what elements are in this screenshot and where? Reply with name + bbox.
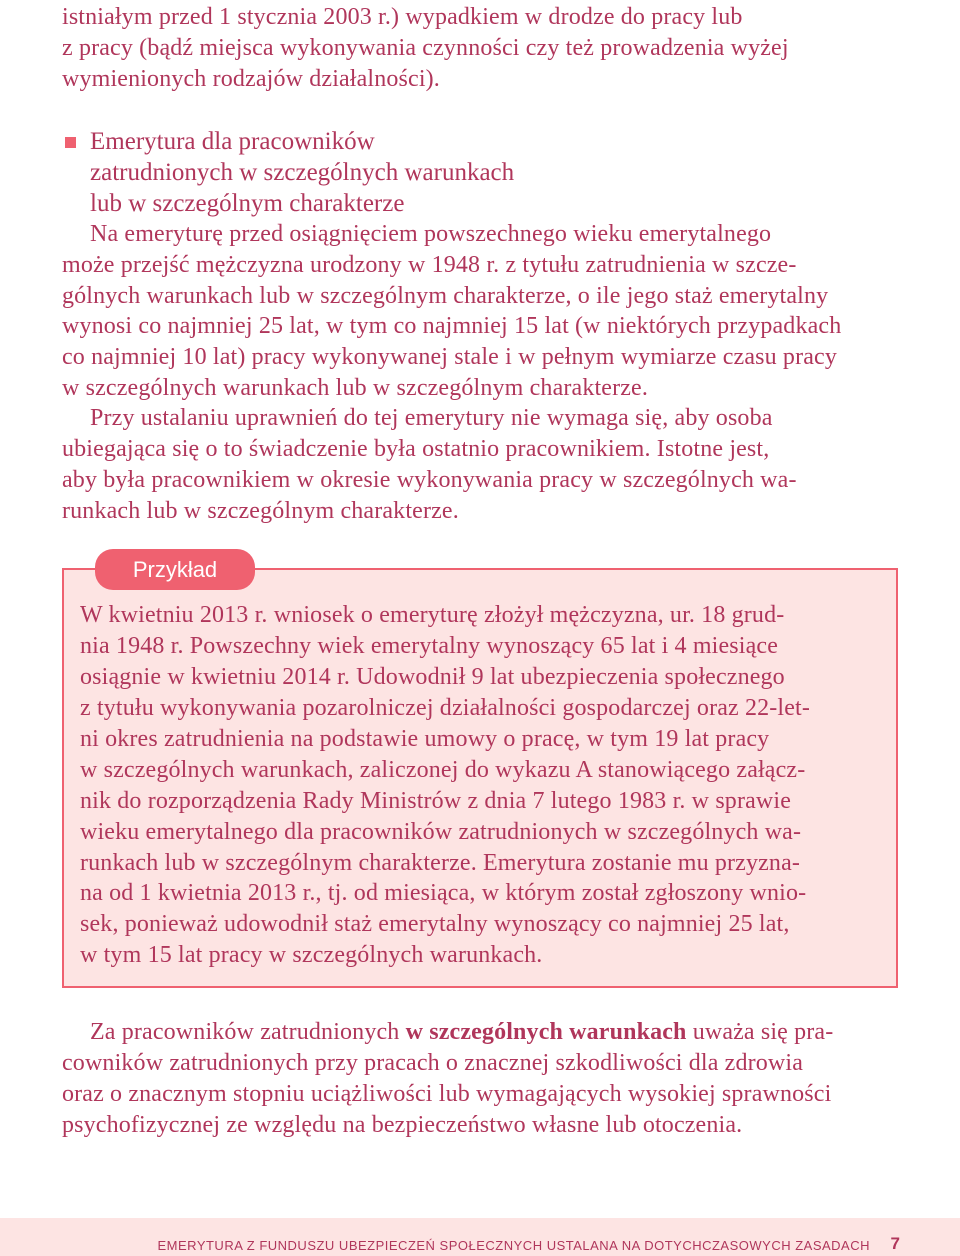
section-paragraph-1-line-2: może przejść mężczyzna urodzony w 1948 r. z tytułu zatrudnienia w szcze-: [62, 252, 797, 278]
square-bullet-icon: [65, 137, 76, 148]
example-line-11: sek, ponieważ udowodnił staż emerytalny wynoszący co najmniej 25 lat,: [80, 911, 790, 937]
section-heading-line-3: lub w szczególnym charakterze: [90, 190, 405, 217]
example-line-12: w tym 15 lat pracy w szczególnych warunkach.: [80, 942, 543, 968]
example-line-9: runkach lub w szczególnym charakterze. Emerytura zostanie mu przyzna-: [80, 850, 801, 876]
example-line-10: na od 1 kwietnia 2013 r., tj. od miesiąca, w którym został zgłoszony wnio-: [80, 880, 807, 906]
bottom-paragraph-line-4: psychofizycznej ze względu na bezpieczeństwo własne lub otoczenia.: [62, 1112, 743, 1138]
example-line-7: nik do rozporządzenia Rady Ministrów z dnia 7 lutego 1983 r. w sprawie: [80, 788, 791, 814]
section-paragraph-1-line-1: Na emeryturę przed osiągnięciem powszechnego wieku emerytalnego: [90, 221, 772, 247]
example-line-5: ni okres zatrudnienia na podstawie umowy o pracę, w tym 19 lat pracy: [80, 726, 770, 752]
bottom-paragraph-line-3: oraz o znacznym stopniu uciążliwości lub wymagających wysokiej sprawności: [62, 1081, 832, 1107]
section-paragraph-1-line-6: w szczególnych warunkach lub w szczególnym charakterze.: [62, 375, 648, 401]
section-paragraph-2-line-2: ubiegająca się o to świadczenie była ostatnio pracownikiem. Istotne jest,: [62, 436, 770, 462]
example-label: Przykład: [95, 549, 255, 590]
footer-running-title: EMERYTURA Z FUNDUSZU UBEZPIECZEŃ SPOŁECZNYCH USTALANA NA DOTYCHCZASOWYCH ZASADACH: [157, 1238, 870, 1253]
page-number: 7: [890, 1234, 900, 1253]
section-paragraph-2-line-4: runkach lub w szczególnym charakterze.: [62, 498, 459, 524]
top-paragraph-line-1: istniałym przed 1 stycznia 2003 r.) wypadkiem w drodze do pracy lub: [62, 4, 743, 30]
section-paragraph-2-line-1: Przy ustalaniu uprawnień do tej emerytury nie wymaga się, aby osoba: [90, 405, 773, 431]
example-line-2: nia 1948 r. Powszechny wiek emerytalny wynoszący 65 lat i 4 miesiące: [80, 633, 779, 659]
top-paragraph-line-2: z pracy (bądź miejsca wykonywania czynności czy też prowadzenia wyżej: [62, 35, 789, 61]
example-line-3: osiągnie w kwietniu 2014 r. Udowodnił 9 lat ubezpieczenia społecznego: [80, 664, 785, 690]
bottom-paragraph-line-1-after: uważa się pra-: [692, 1019, 834, 1045]
section-heading: [90, 126, 514, 219]
section-heading-line-1: Emerytura dla pracowników: [90, 128, 375, 155]
section-paragraph-2-line-3: aby była pracownikiem w okresie wykonywania pracy w szczególnych wa-: [62, 467, 797, 493]
example-line-1: W kwietniu 2013 r. wniosek o emeryturę złożył mężczyzna, ur. 18 grud-: [80, 602, 785, 628]
bottom-paragraph-emphasis: w szczególnych warunkach: [405, 1019, 687, 1045]
bottom-paragraph-line-1-before: Za pracowników zatrudnionych: [90, 1019, 400, 1045]
section-heading-line-2: zatrudnionych w szczególnych warunkach: [90, 159, 515, 186]
bottom-paragraph-line-1: [90, 1017, 833, 1047]
example-line-6: w szczególnych warunkach, zaliczonej do wykazu A stanowiącego załącz-: [80, 757, 806, 783]
example-line-8: wieku emerytalnego dla pracowników zatrudnionych w szczególnych wa-: [80, 819, 802, 845]
bottom-paragraph-line-2: cowników zatrudnionych przy pracach o znacznej szkodliwości dla zdrowia: [62, 1050, 804, 1076]
section-paragraph-1-line-4: wynosi co najmniej 25 lat, w tym co najmniej 15 lat (w niektórych przypadkach: [62, 313, 842, 339]
example-line-4: z tytułu wykonywania pozarolniczej działalności gospodarczej oraz 22-let-: [80, 695, 811, 721]
section-paragraph-1-line-3: gólnych warunkach lub w szczególnym charakterze, o ile jego staż emerytalny: [62, 283, 829, 309]
section-paragraph-1-line-5: co najmniej 10 lat) pracy wykonywanej stale i w pełnym wymiarze czasu pracy: [62, 344, 837, 370]
top-paragraph-line-3: wymienionych rodzajów działalności).: [62, 66, 440, 92]
